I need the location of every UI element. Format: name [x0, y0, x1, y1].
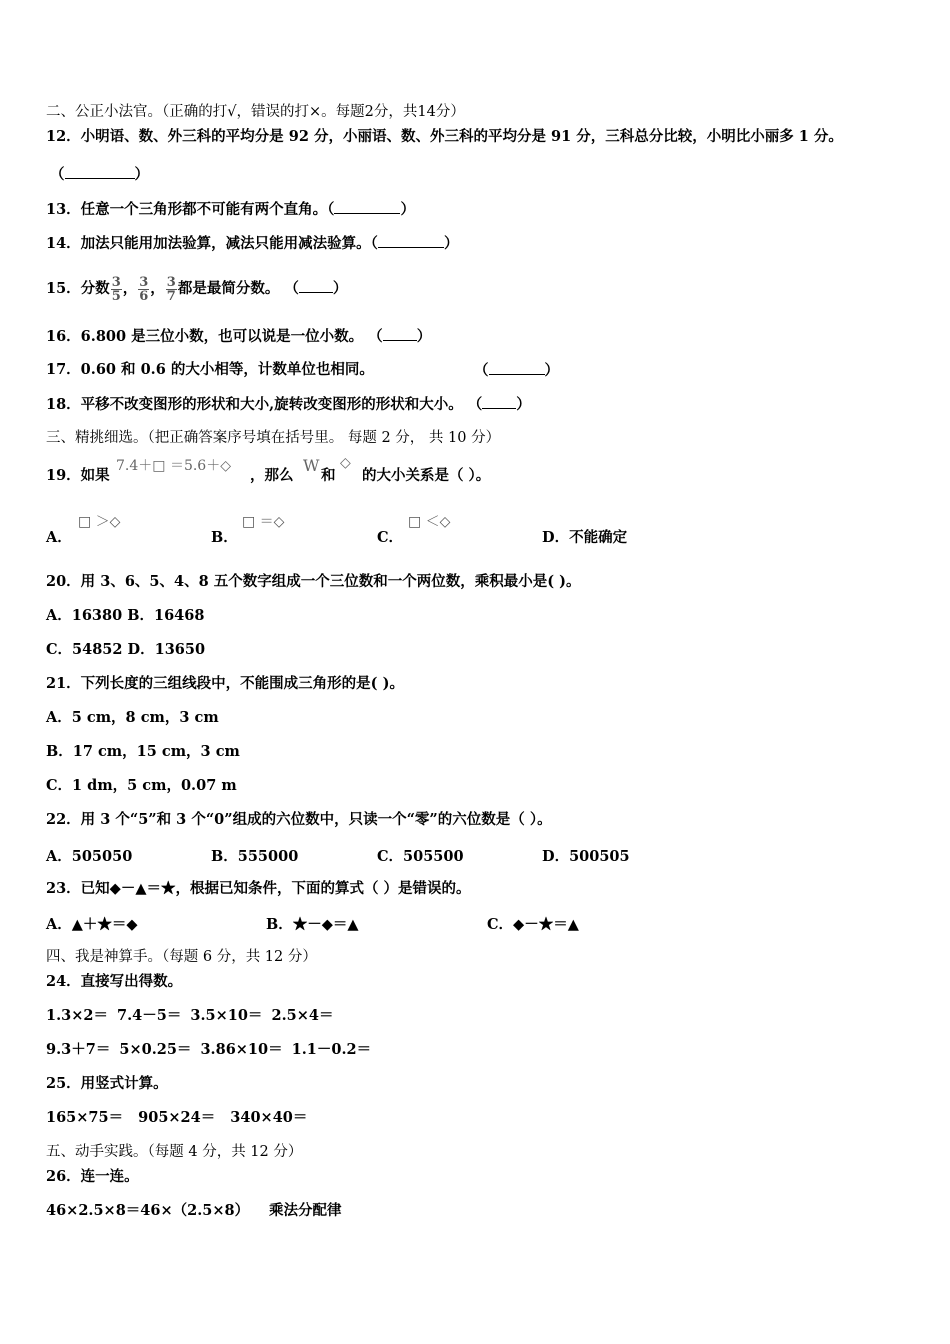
question-13-text: 13．任意一个三角形都不可能有两个直角。（ — [46, 201, 335, 218]
answer-blank[interactable] — [489, 360, 545, 375]
question-12: 12．小明语、数、外三科的平均分是 92 分，小丽语、数、外三科的平均分是 91 分，三科总分比较，小明比小丽多 1 分。 — [46, 128, 843, 145]
question-14 — [46, 233, 458, 254]
q19-option-d[interactable]: D．不能确定 — [542, 529, 628, 546]
answer-blank[interactable] — [334, 199, 400, 214]
q23-option-b[interactable]: B．★－◆＝▲ — [266, 916, 359, 933]
q21-option-c[interactable]: C．1 dm，5 cm，0.07 m — [46, 777, 237, 794]
fraction-3-6: $\frac{3}{6}$ — [139, 274, 149, 304]
q20-options-ab[interactable]: A．16380 B．16468 — [46, 607, 205, 624]
question-23: 23．已知◆－▲＝★，根据已知条件，下面的算式（ ）是错误的。 — [46, 880, 471, 897]
q24-row-1: 1.3×2＝ 7.4－5＝ 3.5×10＝ 2.5×4＝ — [46, 1007, 334, 1024]
q19-option-a-figure: □ ＞◇ — [78, 514, 121, 530]
q26-left-item[interactable]: 46×2.5×8＝46×（2.5×8） — [46, 1202, 250, 1219]
answer-blank[interactable] — [378, 233, 444, 248]
paren-close: ） — [516, 396, 531, 413]
question-18-text: 18．平移不改变图形的形状和大小,旋转改变图形的形状和大小。 （ — [46, 396, 483, 413]
question-25: 25．用竖式计算。 — [46, 1075, 168, 1092]
q19-option-c-figure: □ ＜◇ — [408, 514, 451, 530]
question-13 — [46, 199, 415, 220]
answer-blank[interactable] — [299, 278, 333, 293]
q20-options-cd[interactable]: C．54852 D．13650 — [46, 641, 206, 658]
question-21: 21．下列长度的三组线段中，不能围成三角形的是( )。 — [46, 675, 404, 692]
question-19-suffix: 的大小关系是（ ）。 — [362, 467, 491, 484]
question-19-w: W — [303, 456, 320, 475]
diamond-icon: ◇ — [340, 455, 351, 471]
answer-blank[interactable] — [65, 164, 135, 179]
question-17-answer: （ ） — [474, 362, 559, 379]
paren-open: （ — [50, 166, 65, 183]
fraction-3-7: $\frac{3}{7}$ — [166, 274, 176, 304]
q21-option-b[interactable]: B．17 cm，15 cm，3 cm — [46, 743, 240, 760]
question-17 — [46, 360, 374, 380]
question-15-suffix: 都是最简分数。 （ — [177, 280, 299, 297]
q22-option-b[interactable]: B．555000 — [211, 848, 299, 865]
q22-option-d[interactable]: D．500505 — [542, 848, 630, 865]
question-19-prefix: 19．如果 — [46, 467, 110, 484]
question-26: 26．连一连。 — [46, 1168, 139, 1185]
q22-option-c[interactable]: C．505500 — [377, 848, 464, 865]
q23-option-a[interactable]: A．▲＋★＝◆ — [46, 916, 138, 933]
q19-option-b-figure: □ ＝◇ — [242, 514, 285, 530]
question-18 — [46, 394, 531, 415]
q21-option-a[interactable]: A．5 cm，8 cm，3 cm — [46, 709, 219, 726]
paren-close: ） — [134, 166, 149, 183]
paren-close: ） — [332, 280, 348, 297]
question-19-and: 和 — [321, 467, 336, 484]
question-16 — [46, 326, 431, 347]
section-4-heading: 四、我是神算手。（每题 6 分，共 12 分） — [46, 949, 317, 965]
question-22: 22．用 3 个“5”和 3 个“0”组成的六位数中，只读一个“零”的六位数是（ ）。 — [46, 811, 552, 828]
paren-close: ） — [416, 328, 432, 345]
q24-row-2: 9.3＋7＝ 5×0.25＝ 3.86×10＝ 1.1－0.2＝ — [46, 1041, 372, 1058]
q26-right-item[interactable]: 乘法分配律 — [269, 1202, 342, 1219]
question-12-answer — [50, 164, 149, 185]
question-20: 20．用 3、6、5、4、8 五个数字组成一个三位数和一个两位数，乘积最小是( )。 — [46, 573, 581, 590]
answer-blank[interactable] — [482, 394, 516, 409]
question-15: 15．分数 $\frac{3}{5}$ ， $\frac{3}{6}$ ， $\frac{3}{7}$ 都是最简分数。 （ ） — [46, 274, 348, 304]
question-16-text: 16．6.800 是三位小数，也可以说是一位小数。 （ — [46, 328, 383, 345]
section-3-heading: 三、精挑细选。（把正确答案序号填在括号里。 每题 2 分， 共 10 分） — [46, 430, 501, 446]
paren-close: ） — [400, 201, 415, 218]
q19-option-c[interactable]: C． — [377, 529, 404, 546]
paren-close: ） — [443, 235, 459, 252]
q23-option-c[interactable]: C．◆－★＝▲ — [487, 916, 579, 933]
question-17-text: 17．0.60 和 0.6 的大小相等，计数单位也相同。 — [46, 361, 374, 378]
question-19-mid: ，那么 — [250, 467, 294, 484]
section-2-heading: 二、公正小法官。（正确的打√，错误的打×。每题2分，共14分） — [46, 104, 465, 120]
q25-row: 165×75＝ 905×24＝ 340×40＝ — [46, 1109, 308, 1126]
section-5-heading: 五、动手实践。（每题 4 分，共 12 分） — [46, 1144, 303, 1160]
q19-option-a[interactable]: A． — [46, 529, 72, 546]
question-24: 24．直接写出得数。 — [46, 973, 183, 990]
q19-option-b[interactable]: B． — [211, 529, 238, 546]
question-19-formula: 7.4＋□ ＝5.6＋◇ — [116, 458, 231, 474]
q22-option-a[interactable]: A．505050 — [46, 848, 133, 865]
answer-blank[interactable] — [383, 326, 417, 341]
question-15-prefix: 15．分数 — [46, 280, 110, 297]
fraction-3-5: $\frac{3}{5}$ — [111, 274, 121, 304]
question-14-text: 14．加法只能用加法验算，减法只能用减法验算。（ — [46, 235, 378, 252]
